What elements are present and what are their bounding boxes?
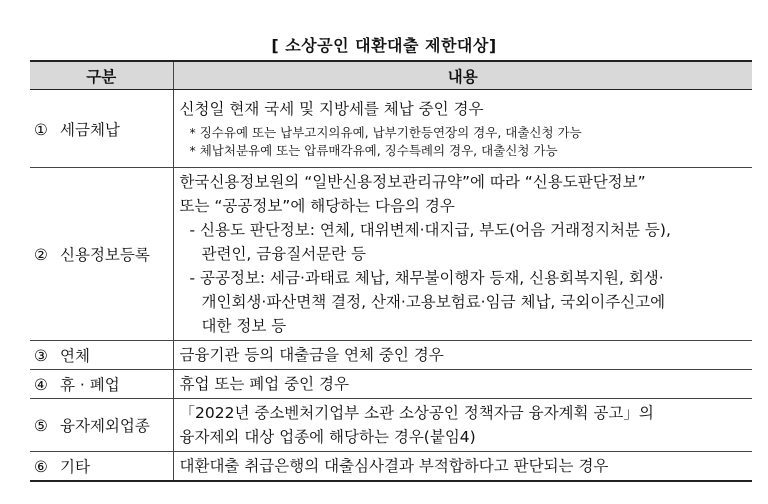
category-cell	[30, 452, 173, 482]
content-line: 융자제외 대상 업종에 해당하는 경우(붙임4)	[179, 428, 476, 446]
category-cell	[30, 168, 173, 341]
row-number: ④	[34, 376, 48, 394]
content-line: 또는 “공공정보”에 해당하는 다음의 경우	[179, 197, 455, 215]
content-cell	[173, 168, 752, 341]
row-number: ①	[34, 120, 48, 139]
category-label: 기타	[60, 458, 90, 476]
content-line: 휴업 또는 폐업 중인 경우	[179, 375, 349, 393]
content-cell	[173, 370, 752, 399]
content-cell	[173, 452, 752, 482]
content-cell	[173, 399, 752, 452]
row-number: ②	[34, 246, 48, 264]
content-line: 한국신용정보원의 “일반신용정보관리규약”에 따라 “신용도판단정보”	[179, 173, 646, 191]
content-line: 금융기관 등의 대출금을 연체 중인 경우	[179, 346, 444, 364]
table-row	[30, 370, 752, 399]
bullet-line: - 신용도 판단정보: 연체, 대위변제·대지급, 부도(어음 거래정지처분 등),	[189, 221, 671, 239]
content-cell	[173, 90, 752, 168]
category-cell	[30, 341, 173, 370]
row-number: ⑤	[34, 417, 48, 435]
category-cell	[30, 370, 173, 399]
table-row	[30, 168, 752, 341]
category-cell	[30, 90, 173, 168]
category-label: 연체	[60, 347, 90, 365]
header-row	[30, 61, 752, 90]
table-row	[30, 90, 752, 168]
note-line: * 체납처분유예 또는 압류매각유예, 징수특례의 경우, 대출신청 가능	[189, 143, 558, 158]
category-cell	[30, 399, 173, 452]
category-label: 융자제외업종	[60, 417, 150, 435]
bullet-line: - 공공정보: 세금·과태료 체납, 채무불이행자 등재, 신용회복지원, 회생·	[189, 269, 664, 287]
bullet-line: 개인회생·파산면책 결정, 산재·고용보험료·임금 체납, 국외이주신고에	[201, 293, 666, 311]
content-line: 「2022년 중소벤처기업부 소관 소상공인 정책자금 융자계획 공고」의	[179, 404, 654, 422]
restriction-table	[30, 60, 752, 482]
note-line: * 징수유예 또는 납부고지의유예, 납부기한등연장의 경우, 대출신청 가능	[189, 125, 582, 140]
bullet-line: 관련인, 금융질서문란 등	[201, 245, 367, 263]
bullet-line: 대한 정보 등	[201, 317, 287, 335]
category-label: 신용정보등록	[60, 246, 150, 264]
header-category: 구분	[30, 61, 173, 90]
header-content: 내용	[173, 61, 752, 90]
table-row	[30, 452, 752, 482]
content-cell	[173, 341, 752, 370]
content-line: 신청일 현재 국세 및 지방세를 체납 중인 경우	[179, 100, 484, 118]
category-label: 세금체납	[60, 120, 120, 139]
row-number: ⑥	[34, 458, 48, 476]
row-number: ③	[34, 347, 48, 365]
document-title: [ 소상공인 대환대출 제한대상]	[271, 36, 497, 55]
content-line: 대환대출 취급은행의 대출심사결과 부적합하다고 판단되는 경우	[179, 457, 609, 475]
table-row	[30, 399, 752, 452]
table-row	[30, 341, 752, 370]
category-label: 휴 · 폐업	[60, 376, 120, 394]
